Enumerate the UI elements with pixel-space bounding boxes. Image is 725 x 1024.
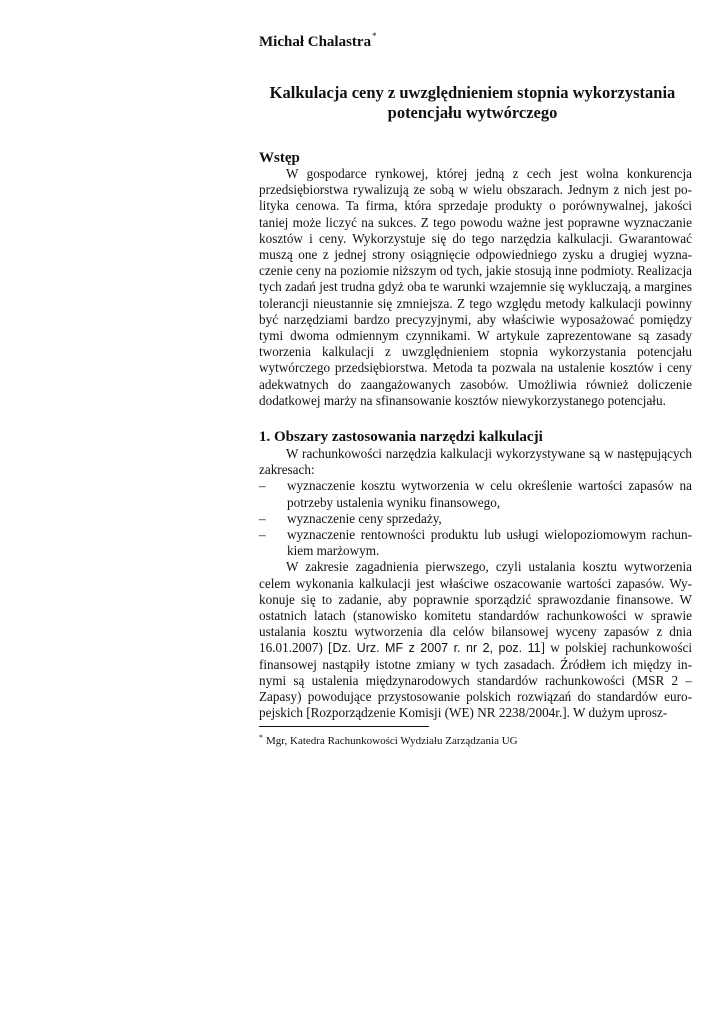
paragraph-2-text-a: W zakresie zagadnienia pierwszego, czyli ustalania kosztu wytworzenia celem wykonania kalkulacji jest właściwe oszacowanie wartości zapasów. Wykonuje się to zadanie, aby poprawnie sporządzić sprawozdanie finansowe. W ostatnich latach (stanowisko komitetu standardów rachunkowości w sprawie ustalania kosztu wytworzenia dla celów bilansowej wyceny zapasów z dnia 16.01.2007) [: [259, 559, 692, 656]
section-1-heading: 1. Obszary zastosowania narzędzi kalkulacji: [259, 429, 543, 445]
list-item: [259, 527, 692, 559]
paper-title: [220, 83, 725, 123]
paragraph-2-text-b: ] w polskiej rachunkowości finansowej nastąpiły istotne zmiany w tych zasadach. Źródłem ich między innymi są ustalenia międzynarodowych standardów rachunkowości (MSR 2 – Zapasy) powodujące przystosowanie polskich rozwiązań do standardów europejskich [Rozporządzenie Komisji (WE) NR 2238/2004r.]. W dużym uprosz-: [259, 640, 692, 721]
bullet-dash: –: [259, 510, 266, 526]
intro-heading: Wstęp: [259, 150, 300, 166]
intro-body: [259, 166, 692, 409]
section-1-lead-paragraph: W rachunkowości narzędzia kalkulacji wykorzystywane są w następujących zakresach:: [259, 446, 692, 478]
section-1-bullet-list: [259, 478, 692, 559]
paper-title-line-2: potencjału wytwórczego: [387, 103, 558, 122]
footnote-marker: *: [259, 733, 263, 742]
bullet-dash: –: [259, 478, 266, 494]
list-item: [259, 511, 692, 527]
paper-title-line-1: Kalkulacja ceny z uwzględnieniem stopnia wykorzystania: [269, 83, 676, 102]
intro-paragraph: W gospodarce rynkowej, której jedną z cech jest wolna konkurencja przedsiębiorstwa rywalizują ze sobą w wielu obszarach. Jednym z nich jest polityka cenowa. Ta firma, która sprzedaje produkty o porównywalnej, jakości taniej może liczyć na sukces. Z tego powodu ważne jest poprawne wyznaczanie kosztów i ceny. Wykorzystuje się do tego narzędzia kalkulacji. Gwarantować muszą one z jednej strony osiągnięcie odpowiedniego zysku a drugiej wyznaczenie ceny na poziomie niższym od tych, jakie stosują inne podmioty. Realizacja tych zadań jest trudna gdyż oba te warunki wzajemnie się wykluczają, a margines tolerancji nieustannie się zmniejsza. Z tego względu metody kalkulacji powinny być narzędziami bardzo precyzyjnymi, aby właściwie wyposażować pomiędzy tymi dwoma odmiennym czynnikami. W artykule zaprezentowane są zasady tworzenia kalkulacji z uwzględnieniem stopnia wykorzystania potencjału wytwórczego przedsiębiorstwa. Metoda ta pozwala na ustalenie kosztów i ceny adekwatnych do zaangażowanych zasobów. Umożliwia również doliczenie dodatkowej marży na sfinansowanie kosztów niewykorzystanego potencjału.: [259, 166, 692, 408]
author-footnote-marker: *: [372, 31, 377, 41]
section-1-paragraph-2: [259, 559, 692, 721]
bullet-dash: –: [259, 527, 266, 543]
author-name: [259, 31, 377, 51]
list-item-text: wyznaczenie rentowności produktu lub usługi wielopoziomowym rachunkiem marżowym.: [287, 527, 692, 559]
legal-citation: Dz. Urz. MF z 2007 r. nr 2, poz. 11: [332, 641, 541, 656]
footnote-text: Mgr, Katedra Rachunkowości Wydziału Zarządzania UG: [266, 735, 518, 747]
list-item-text: wyznaczenie kosztu wytworzenia w celu określenie wartości zapasów na potrzeby ustalenia wyniku finansowego,: [287, 478, 692, 510]
list-item: [259, 478, 692, 510]
list-item-text: wyznaczenie ceny sprzedaży,: [287, 510, 442, 526]
author-name-text: Michał Chalastra: [259, 34, 372, 50]
section-1-body: [259, 446, 692, 721]
footnote: [259, 735, 518, 747]
footnote-separator: [259, 726, 429, 727]
